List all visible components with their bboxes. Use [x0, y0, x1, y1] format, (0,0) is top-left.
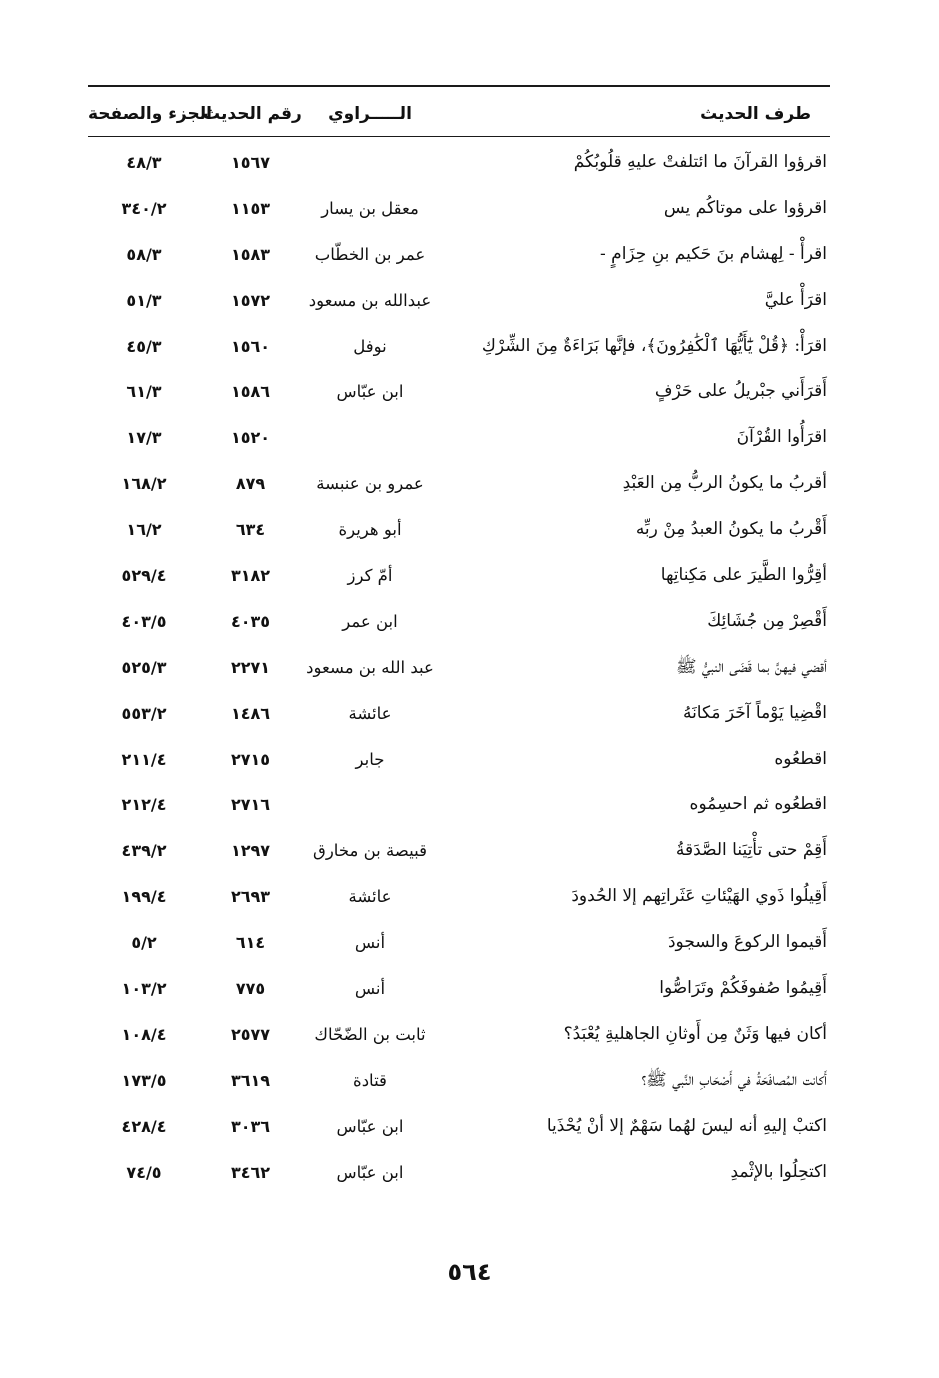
volume-page: ٥٢٩/٤	[121, 566, 167, 586]
table-row	[0, 645, 939, 691]
volume-page: ٥/٢	[131, 933, 157, 953]
table-body	[0, 140, 939, 1195]
hadith-number: ١٥٨٦	[230, 382, 271, 402]
volume-page: ٤٥/٣	[126, 336, 162, 356]
hadith-text: اكتحِلُوا بالإثْمدِ	[730, 1161, 827, 1182]
narrator: جابر	[355, 749, 385, 769]
hadith-number: ٨٧٩	[235, 474, 266, 494]
table-row	[0, 1058, 939, 1104]
table-row	[0, 1104, 939, 1150]
hadith-number: ٣٠٣٦	[230, 1116, 271, 1136]
table-row	[0, 278, 939, 324]
hadith-text: أَقيموا الركوعَ والسجودَ	[667, 932, 827, 953]
hadith-number: ٤٠٣٥	[230, 611, 271, 631]
hadith-number: ١٥٧٢	[230, 290, 271, 310]
hadith-text: أَقرَأَني جبْريلُ على حَرْفٍ	[654, 381, 827, 402]
narrator: قتادة	[353, 1070, 387, 1090]
volume-page: ٧٤/٥	[126, 1162, 162, 1182]
hadith-text: أَكانت المُصافَحَةُ في أَصْحَابِ النَّبي ﷺ؟	[641, 1069, 827, 1090]
hadith-text: أكان فيها وَثَنٌ مِن أَوثانِ الجاهليةِ يُعْبَدُ؟	[563, 1023, 827, 1044]
header-rule	[88, 136, 830, 137]
hadith-text: أقربُ ما يكونُ الربُّ مِن العَبْدِ	[622, 473, 827, 494]
table-row	[0, 415, 939, 461]
top-rule	[88, 85, 830, 87]
hadith-number: ٣١٨٢	[230, 566, 271, 586]
hadith-number: ١٥٦٠	[230, 336, 271, 356]
narrator: ثابت بن الضّحّاك	[314, 1024, 426, 1044]
volume-page: ٣٤٠/٢	[121, 198, 167, 218]
table-row	[0, 920, 939, 966]
table-row	[0, 737, 939, 783]
hadith-text: أقضي فيهنَّ بما قَضَى النبيُّ ﷺ	[675, 656, 827, 677]
hadith-text: أقِرُّوا الطَّيرَ على مَكِناتِها	[660, 565, 827, 586]
table-row	[0, 324, 939, 370]
narrator: ابن عمر	[342, 611, 398, 631]
table-header	[0, 98, 939, 130]
hadith-number: ٢٢٧١	[230, 657, 271, 677]
volume-page: ٦١/٣	[126, 382, 162, 402]
header-volume-page: الجزء والصفحة	[88, 104, 212, 124]
volume-page: ٤٨/٣	[126, 153, 162, 172]
narrator: نوفل	[353, 336, 387, 356]
hadith-text: اقرؤوا على موتاكُم يس	[663, 197, 827, 218]
volume-page: ١٠٨/٤	[121, 1024, 167, 1044]
table-row	[0, 369, 939, 415]
volume-page: ١٩٩/٤	[121, 887, 167, 907]
hadith-text: أَقْربُ ما يكونُ العبدُ مِنْ ربِّه	[635, 519, 827, 540]
volume-page: ٥٢٥/٣	[121, 657, 167, 677]
narrator: أبو هريرة	[338, 520, 402, 540]
table-row	[0, 1012, 939, 1058]
hadith-number: ٦١٤	[235, 933, 266, 953]
volume-page: ٢١١/٤	[121, 749, 167, 769]
table-row	[0, 553, 939, 599]
hadith-number: ٦٣٤	[235, 520, 266, 540]
volume-page: ٤٢٨/٤	[121, 1116, 167, 1136]
hadith-number: ١١٥٣	[230, 198, 271, 218]
table-row	[0, 461, 939, 507]
hadith-number: ٢٧١٥	[230, 749, 271, 769]
narrator: عبدالله بن مسعود	[308, 290, 432, 310]
table-row	[0, 507, 939, 553]
hadith-text: اقطعُوه ثم احسِمُوه	[689, 794, 827, 815]
narrator: عائشة	[348, 703, 392, 723]
narrator: عائشة	[348, 887, 392, 907]
table-row	[0, 1150, 939, 1196]
hadith-text: أَقِيلُوا ذَوي الهَيْئاتِ عَثَراتِهم إلا الحُدودَ	[571, 886, 827, 907]
table-row	[0, 232, 939, 278]
hadith-number: ٢٧١٦	[230, 795, 271, 815]
narrator: ابن عبّاس	[336, 1116, 404, 1136]
narrator: عمرو بن عنبسة	[316, 474, 424, 494]
volume-page: ١٠٣/٢	[121, 979, 167, 999]
hadith-text: اقرَأْ: ﴿قُلْ يَٰٓأَيُّهَا ٱلْكَٰفِرُونَ﴾، فإنَّها بَرَاءَةٌ مِنَ الشِّرْكِ	[481, 335, 827, 356]
hadith-number: ١٤٨٦	[230, 703, 271, 723]
hadith-number: ١٢٩٧	[230, 841, 271, 861]
volume-page: ٤٣٩/٢	[121, 841, 167, 861]
hadith-number: ١٥٦٧	[230, 153, 271, 172]
narrator: قبيصة بن مخارق	[313, 841, 427, 861]
hadith-text: اقرؤوا القرآنَ ما ائتلفتْ عليهِ قلُوبُكُمْ	[573, 152, 827, 172]
narrator: عمر بن الخطّاب	[314, 244, 426, 264]
table-row	[0, 186, 939, 232]
narrator: أنس	[354, 933, 386, 953]
hadith-text: أَقْصِرْ مِن جُشَائِكَ	[707, 610, 827, 631]
hadith-text: أَقِمْ حتى تأْتِيَنا الصَّدَقةُ	[675, 840, 827, 861]
hadith-text: اقرَأْ عليَّ	[764, 289, 827, 310]
hadith-text: أَقِيمُوا صُفوفَكُمْ وتَرَاصُّوا	[659, 978, 827, 999]
volume-page: ٥٨/٣	[126, 244, 162, 264]
narrator: عبد الله بن مسعود	[306, 657, 434, 677]
table-row	[0, 599, 939, 645]
volume-page: ٢١٢/٤	[121, 795, 167, 815]
table-row	[0, 140, 939, 186]
narrator: أمّ كرز	[347, 566, 393, 586]
header-narrator: الـــــراوي	[328, 104, 412, 124]
page-number: ٥٦٤	[447, 1258, 492, 1286]
hadith-number: ٣٦١٩	[230, 1070, 271, 1090]
narrator: أنس	[354, 979, 386, 999]
hadith-text: اكتبْ إليهِ أنه ليسَ لهُما سَهْمٌ إلا أنْ يُحْذَيا	[546, 1115, 827, 1136]
table-row	[0, 782, 939, 828]
hadith-number: ١٥٨٣	[230, 244, 271, 264]
narrator: ابن عبّاس	[336, 1162, 404, 1182]
narrator: معقل بن يسار	[321, 198, 419, 218]
header-hadith-number: رقم الحديث	[203, 104, 302, 124]
table-row	[0, 691, 939, 737]
hadith-number: ٣٤٦٢	[230, 1162, 271, 1182]
hadith-text: اقطعُوه	[774, 748, 827, 769]
hadith-number: ٢٥٧٧	[230, 1024, 271, 1044]
hadith-text: اقرأْ - لِهشام بنَ حَكيم بنِ حِزَامٍ -	[600, 243, 827, 264]
table-row	[0, 874, 939, 920]
hadith-text: اقرَأُوا القُرْآنَ	[736, 427, 827, 448]
hadith-number: ٧٧٥	[235, 979, 266, 999]
hadith-text: اقْضِيا يَوْماً آخَرَ مَكانَهُ	[682, 702, 827, 723]
volume-page: ٥١/٣	[126, 290, 162, 310]
hadith-number: ١٥٢٠	[230, 428, 271, 448]
narrator: ابن عبّاس	[336, 382, 404, 402]
volume-page: ١٦/٢	[126, 520, 162, 540]
volume-page: ١٧٣/٥	[121, 1070, 167, 1090]
table-row	[0, 828, 939, 874]
volume-page: ١٧/٣	[126, 428, 162, 448]
header-hadith-text: طرف الحديث	[700, 104, 811, 124]
volume-page: ١٦٨/٢	[121, 474, 167, 494]
volume-page: ٥٥٣/٢	[121, 703, 167, 723]
hadith-number: ٢٦٩٣	[230, 887, 271, 907]
table-row	[0, 966, 939, 1012]
volume-page: ٤٠٣/٥	[121, 611, 167, 631]
